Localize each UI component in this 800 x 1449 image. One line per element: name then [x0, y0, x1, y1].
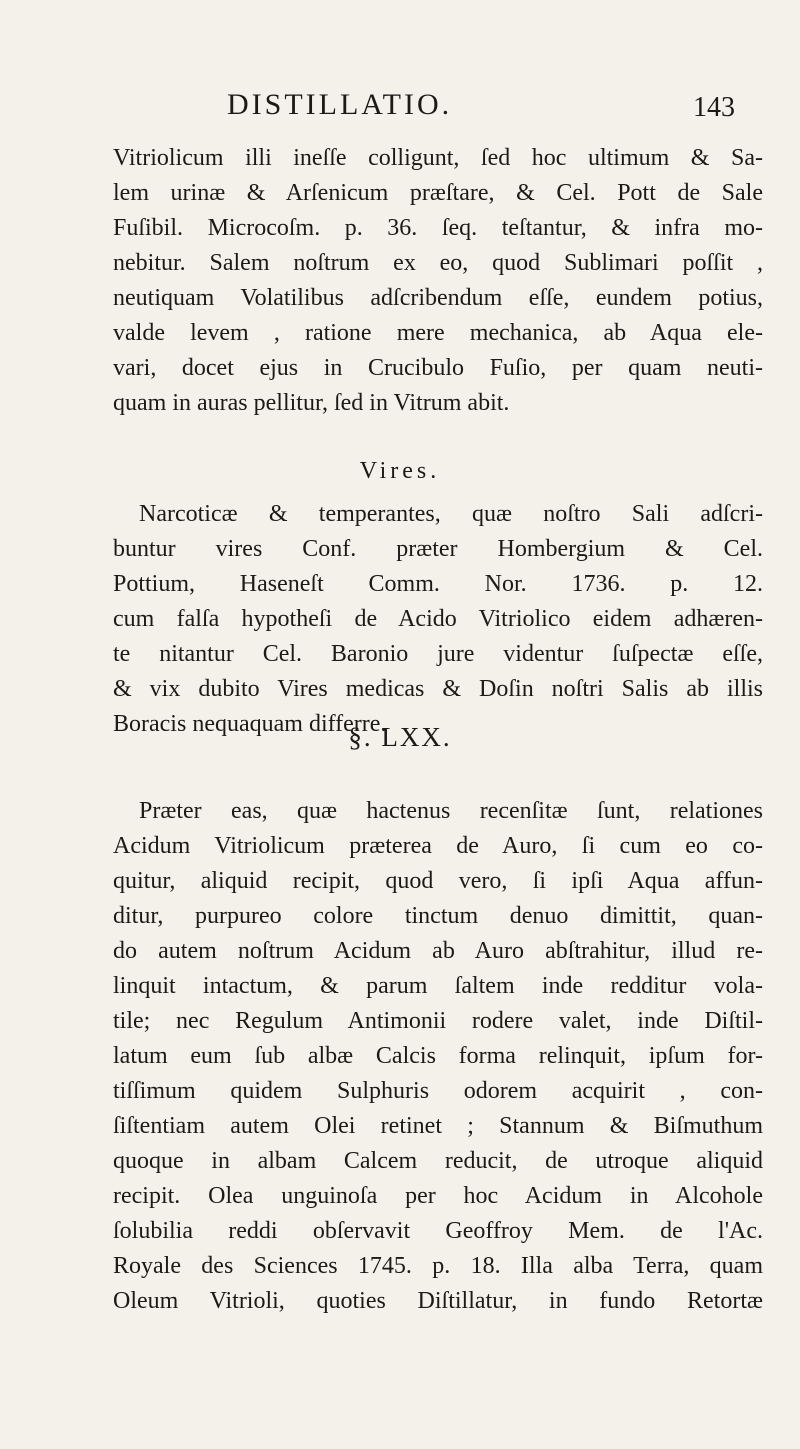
text-line: Acidum Vitriolicum prætereа de Auro, ſi cum eo co- [113, 833, 763, 859]
section-heading-lxx: §. LXX. [348, 722, 452, 752]
paragraph-2 [113, 497, 763, 742]
running-title: DISTILLATIO. [227, 88, 453, 121]
text-line: Oleum Vitrioli, quoties Diſtillatur, in fundo Retortæ [113, 1288, 763, 1314]
text-line: ſiſtentiam autem Olei retinet ; Stannum & Biſmuthum [113, 1113, 763, 1139]
paragraph-1 [113, 141, 763, 421]
running-head [0, 88, 800, 128]
text-line: quam in auras pellitur, ſed in Vitrum abit. [113, 390, 510, 416]
text-line: lem urinæ & Arſenicum præſtare, & Cel. Pott de Sale [113, 180, 763, 206]
text-line: tile; nec Regulum Antimonii rodere valet, inde Diſtil- [113, 1008, 763, 1034]
text-line: Royale des Sciences 1745. p. 18. Illa alba Terra, quam [113, 1253, 763, 1279]
text-line: Præter eas, quæ hactenus recenſitæ ſunt, relationes [139, 798, 763, 824]
text-line: Narcoticæ & temperantes, quæ noſtro Sali adſcri- [139, 501, 763, 527]
text-line: te nitantur Cel. Baronio jure videntur ſuſpectæ eſſe, [113, 641, 763, 667]
text-line: Fuſibil. Microcoſm. p. 36. ſeq. teſtantur, & infra mo- [113, 215, 763, 241]
text-line: & vix dubito Vires medicas & Doſin noſtri Salis ab illis [113, 676, 763, 702]
text-line: vari, docet ejus in Crucibulo Fuſio, per quam neuti- [113, 355, 763, 381]
text-line: Pottium, Haseneſt Comm. Nor. 1736. p. 12. [113, 571, 763, 597]
text-line: recipit. Olea unguinoſa per hoc Acidum in Alcohole [113, 1183, 763, 1209]
section-heading-vires: Vires. [359, 458, 441, 484]
text-line: quoque in albam Calcem reducit, de utroque aliquid [113, 1148, 763, 1174]
text-line: neutiquam Volatilibus adſcribendum eſſe, eundem potius, [113, 285, 763, 311]
text-line: tiſſimum quidem Sulphuris odorem acquirit , con- [113, 1078, 763, 1104]
text-line: Boracis nequaquam differre. [113, 711, 387, 737]
text-line: quitur, aliquid recipit, quod vero, ſi ipſi Aqua affun- [113, 868, 763, 894]
text-line: ſolubilia reddi obſervavit Geoffroy Mem. de l'Ac. [113, 1218, 763, 1244]
text-line: ditur, purpureo colore tinctum denuo dimittit, quan- [113, 903, 763, 929]
text-line: cum falſa hypotheſi de Acido Vitriolico eidem adhæren- [113, 606, 763, 632]
text-line: valde levem , ratione mere mechanica, ab Aqua ele- [113, 320, 763, 346]
text-line: buntur vires Conf. præter Hombergium & Cel. [113, 536, 763, 562]
text-line: do autem noſtrum Acidum ab Auro abſtrahitur, illud re- [113, 938, 763, 964]
text-line: latum eum ſub albæ Calcis forma relinquit, ipſum for- [113, 1043, 763, 1069]
text-line: Vitriolicum illi ineſſe colligunt, ſed hoc ultimum & Sa- [113, 145, 763, 171]
text-line: nebitur. Salem noſtrum ex eo, quod Sublimari poſſit , [113, 250, 763, 276]
text-line: linquit intactum, & parum ſaltem inde redditur vola- [113, 973, 763, 999]
page-number: 143 [693, 92, 735, 123]
paragraph-3 [113, 794, 763, 1319]
